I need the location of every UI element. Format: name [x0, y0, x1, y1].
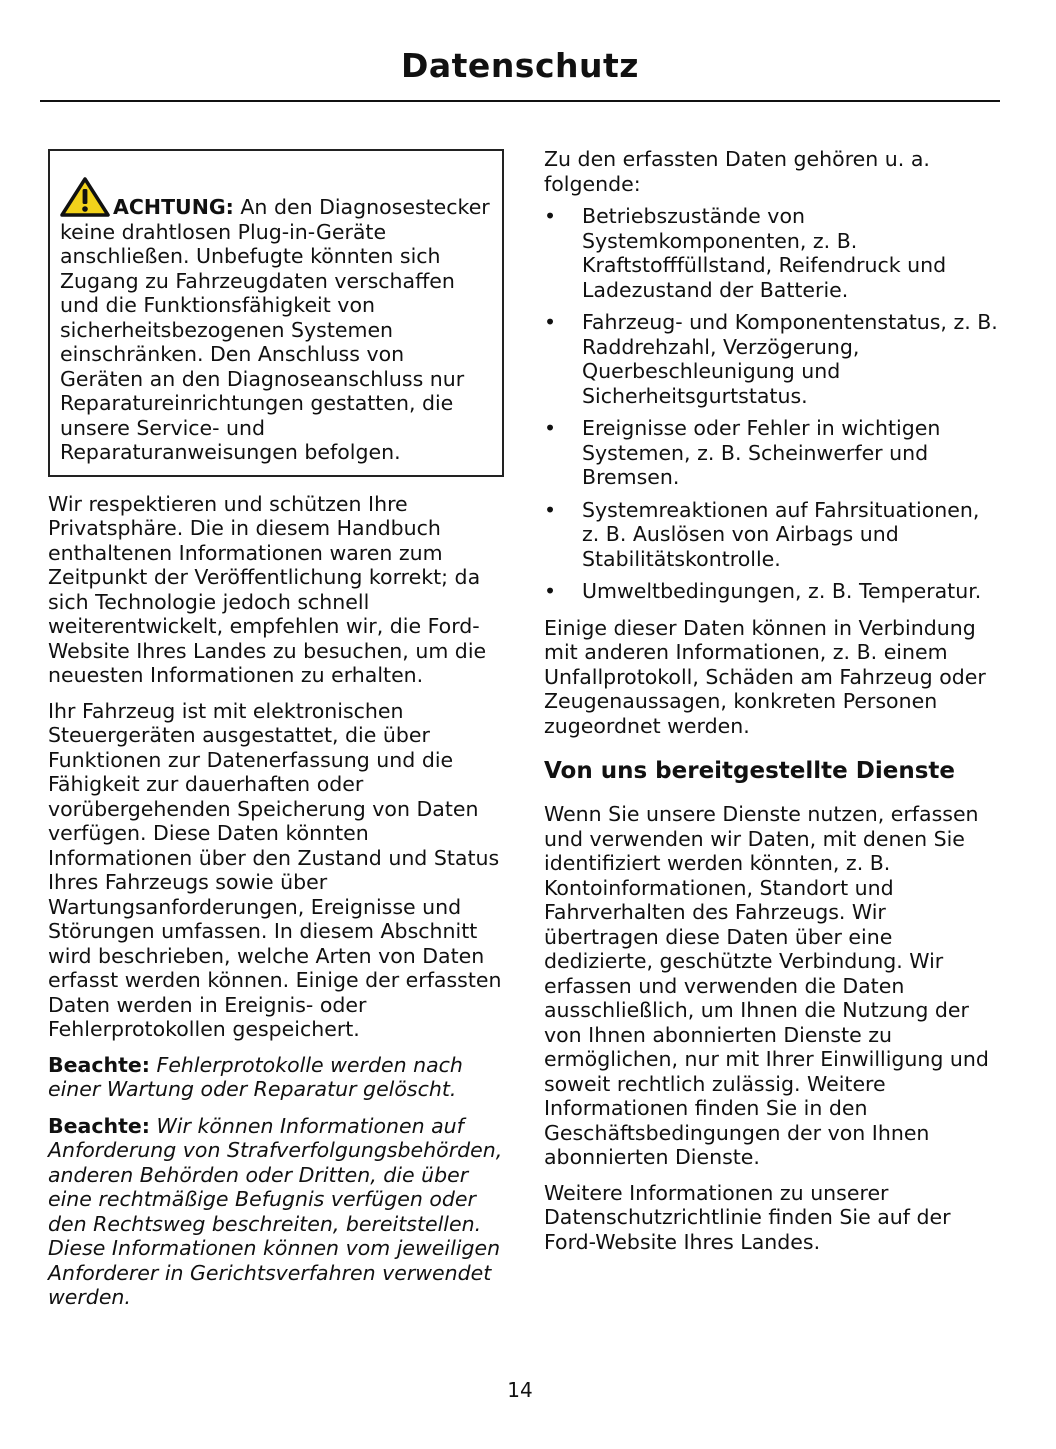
page-number: 14 — [507, 1378, 533, 1402]
title-divider — [40, 100, 1000, 102]
note-error-logs — [48, 1053, 504, 1102]
list-item: • Systemreaktionen auf Fahrsituationen, z. B. Auslösen von Airbags und Stabilitätskontrolle. — [544, 497, 980, 571]
list-item: • Fahrzeug- und Komponentenstatus, z. B. Raddrehzahl, Verzögerung, Querbeschleunigung und Sicherheitsgurtstatus. — [544, 310, 998, 408]
list-item: • Umweltbedingungen, z. B. Temperatur. — [544, 579, 982, 603]
list-item: • Ereignisse oder Fehler in wichtigen Systemen, z. B. Scheinwerfer und Bremsen. — [544, 416, 941, 489]
note-label: Beachte: — [48, 1052, 151, 1077]
linkage-paragraph: Einige dieser Daten können in Verbindung mit anderen Informationen, z. B. einem Unfallprotokoll, Schäden am Fahrzeug oder Zeugenaussagen, konkreten Personen zugeordnet werden. — [544, 615, 986, 738]
services-paragraph: Wenn Sie unsere Dienste nutzen, erfassen und verwenden wir Daten, mit denen Sie identifiziert werden könnten, z. B. Kontoinformationen, Standort und Fahrverhalten des Fahrzeugs. Wir übertragen diese Daten über eine dedizierte, geschützte Verbindung. Wir erfassen und verwenden die Daten ausschließlich, um Ihnen die Nutzung der von Ihnen abonnierten Dienste zu ermöglichen, nur mit Ihrer Einwilligung und soweit rechtlich zulässig. Weitere Informationen finden Sie in den Geschäftsbedingungen der von Ihnen abonnierten Dienste. — [544, 802, 989, 1169]
left-column — [48, 147, 504, 1322]
note-authorities — [48, 1114, 504, 1310]
bullet: • — [544, 579, 557, 603]
collected-data-list — [544, 204, 1000, 604]
more-info-paragraph: Weitere Informationen zu unserer Datenschutzrichtlinie finden Sie auf der Ford-Website Ihres Landes. — [544, 1180, 951, 1254]
note-label: Beachte: — [48, 1113, 151, 1138]
bullet: • — [544, 416, 557, 440]
bullet: • — [544, 204, 557, 228]
warning-text: An den Diagnosestecker keine drahtlosen Plug-in-Geräte anschließen. Unbefugte könnten sich Zugang zu Fahrzeugdaten verschaffen und die Funktionsfähigkeit von sicherheitsbezogenen Systemen einschränken. Den Anschluss von Geräten an den Diagnoseanschluss nur Reparatureinrichtungen gestatten, die unsere Service- und Reparaturanweisungen befolgen. — [60, 195, 490, 464]
note-text: Wir können Informationen auf Anforderung von Strafverfolgungsbehörden, anderen Behörden oder Dritten, die über eine rechtmäßige Befugnis verfügen oder den Rechtsweg beschreiten, bereitstellen. Diese Informationen können vom jeweiligen Anforderer in Gerichtsverfahren verwendet werden. — [48, 1113, 503, 1309]
bullet: • — [544, 497, 557, 522]
right-column — [544, 147, 1000, 1265]
bullet: • — [544, 310, 557, 334]
services-heading: Von uns bereitgestellte Dienste — [544, 758, 956, 784]
warning-box — [48, 149, 504, 477]
privacy-paragraph: Wir respektieren und schützen Ihre Privatsphäre. Die in diesem Handbuch enthaltenen Informationen waren zum Zeitpunkt der Veröffentlichung korrekt; da sich Technologie jedoch schnell weiterentwickelt, empfehlen wir, die Ford-Website Ihres Landes zu besuchen, um die neuesten Informationen zu erhalten. — [48, 491, 487, 687]
warning-triangle-icon — [60, 177, 110, 217]
warning-label: ACHTUNG: — [113, 195, 234, 219]
collected-data-intro: Zu den erfassten Daten gehören u. a. folgende: — [544, 147, 930, 196]
note-text: Fehlerprotokolle werden nach einer Wartung oder Reparatur gelöscht. — [48, 1052, 463, 1101]
data-collection-paragraph: Ihr Fahrzeug ist mit elektronischen Steuergeräten ausgestattet, die über Funktionen zur Datenerfassung und die Fähigkeit zur dauerhaften oder vorübergehenden Speicherung von Daten verfügen. Diese Daten könnten Informationen über den Zustand und Status Ihres Fahrzeugs sowie über Wartungsanforderungen, Ereignisse und Störungen umfassen. In diesem Abschnitt wird beschrieben, welche Arten von Daten erfasst werden können. Einige der erfassten Daten werden in Ereignis- oder Fehlerprotokollen gespeichert. — [48, 698, 502, 1041]
page-title: Datenschutz — [401, 46, 639, 85]
list-item: • Betriebszustände von Systemkomponenten, z. B. Kraftstofffüllstand, Reifendruck und Ladezustand der Batterie. — [544, 204, 947, 302]
